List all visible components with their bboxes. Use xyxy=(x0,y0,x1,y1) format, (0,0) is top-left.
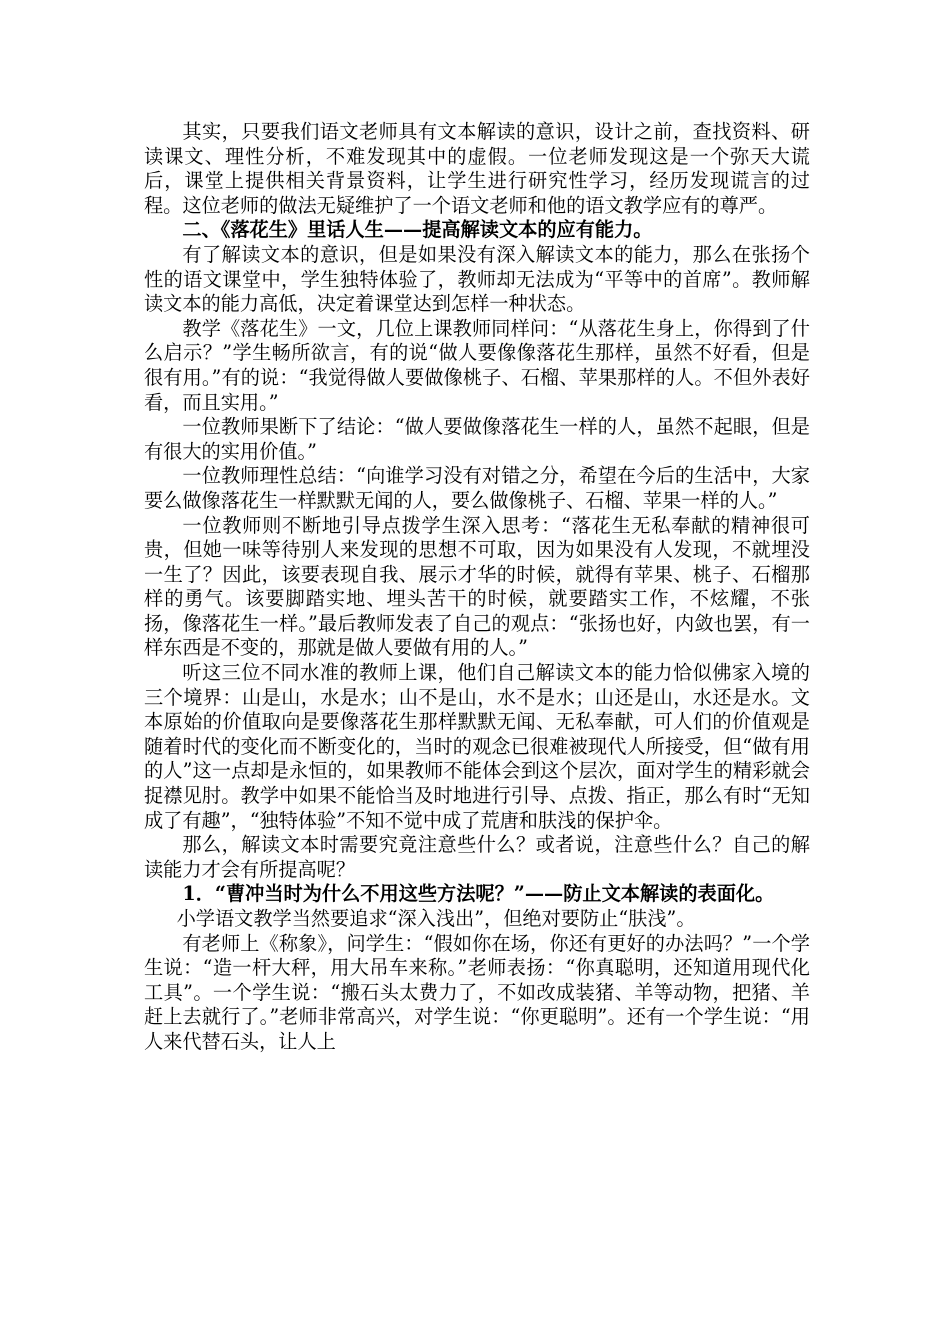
paragraph: 小学语文教学当然要追求“深入浅出”，但绝对要防止“肤浅”。 xyxy=(176,907,696,930)
paragraph: 那么，解读文本时需要究竟注意些什么？或者说，注意些什么？自己的解读能力才会有所提高呢？ xyxy=(144,833,810,881)
paragraph: 一位教师理性总结：“向谁学习没有对错之分，希望在今后的生活中，大家要么做像落花生一样默默无闻的人，要么做像桃子、石榴、苹果一样的人。” xyxy=(144,464,810,512)
section-heading-2: 二、《落花生》里话人生——提高解读文本的应有能力。 xyxy=(182,218,653,242)
paragraph: 一位教师果断下了结论：“做人要做像落花生一样的人，虽然不起眼，但是有很大的实用价值。” xyxy=(144,415,810,463)
paragraph: 教学《落花生》一文，几位上课教师同样问：“从落花生身上，你得到了什么启示？”学生畅所欲言，有的说“做人要像像落花生那样，虽然不好看，但是很有用。”有的说：“我觉得做人要做像桃子、石榴、苹果那样的人。不但外表好看，而且实用。” xyxy=(144,316,810,414)
paragraph: 一位教师则不断地引导点拨学生深入思考：“落花生无私奉献的精神很可贵，但她一味等待别人来发现的思想不可取，因为如果没有人发现，不就埋没一生了？因此，该要表现自我、展示才华的时候，就得有苹果、桃子、石榴那样的勇气。该要脚踏实地、埋头苦干的时候，就要踏实工作，不炫耀，不张扬，像落花生一样。”最后教师发表了自己的观点：“张扬也好，内敛也罢，有一样东西是不变的，那就是做人要做有用的人。” xyxy=(144,513,810,660)
document-page xyxy=(144,120,810,1055)
paragraph: 听这三位不同水准的教师上课，他们自己解读文本的能力恰似佛家入境的三个境界：山是山，水是水；山不是山，水不是水；山还是山，水还是水。文本原始的价值取向是要像落花生那样默默无闻、无私奉献，可人们的价值观是随着时代的变化而不断变化的，当时的观念已很难被现代人所接受，但“做有用的人”这一点却是永恒的，如果教师不能体会到这个层次，面对学生的精彩就会捉襟见肘。教学中如果不能恰当及时地进行引导、点拨、指正，那么有时“无知成了有趣”，“独特体验”不知不觉中成了荒唐和肤浅的保护伞。 xyxy=(144,661,810,832)
paragraph: 有了解读文本的意识，但是如果没有深入解读文本的能力，那么在张扬个性的语文课堂中，学生独特体验了，教师却无法成为“平等中的首席”。教师解读文本的能力高低，决定着课堂达到怎样一种状态。 xyxy=(144,242,810,316)
paragraph-intro: 其实，只要我们语文老师具有文本解读的意识，设计之前，查找资料、研读课文、理性分析，不难发现其中的虚假。一位老师发现这是一个弥天大谎后，课堂上提供相关背景资料，让学生进行研究性学习，经历发现谎言的过程。这位老师的做法无疑维护了一个语文老师和他的语文教学应有的尊严。 xyxy=(144,120,810,217)
subsection-heading-1: 1．“曹冲当时为什么不用这些方法呢？”——防止文本解读的表面化。 xyxy=(182,882,775,906)
paragraph: 有老师上《称象》，问学生：“假如你在场，你还有更好的办法吗？”一个学生说：“造一杆大秤，用大吊车来称。”老师表扬：“你真聪明，还知道用现代化工具”。一个学生说：“搬石头太费力了，不如改成装猪、羊等动物，把猪、羊赶上去就行了。”老师非常高兴，对学生说：“你更聪明”。还有一个学生说：“用人来代替石头，让人上 xyxy=(144,931,810,1053)
